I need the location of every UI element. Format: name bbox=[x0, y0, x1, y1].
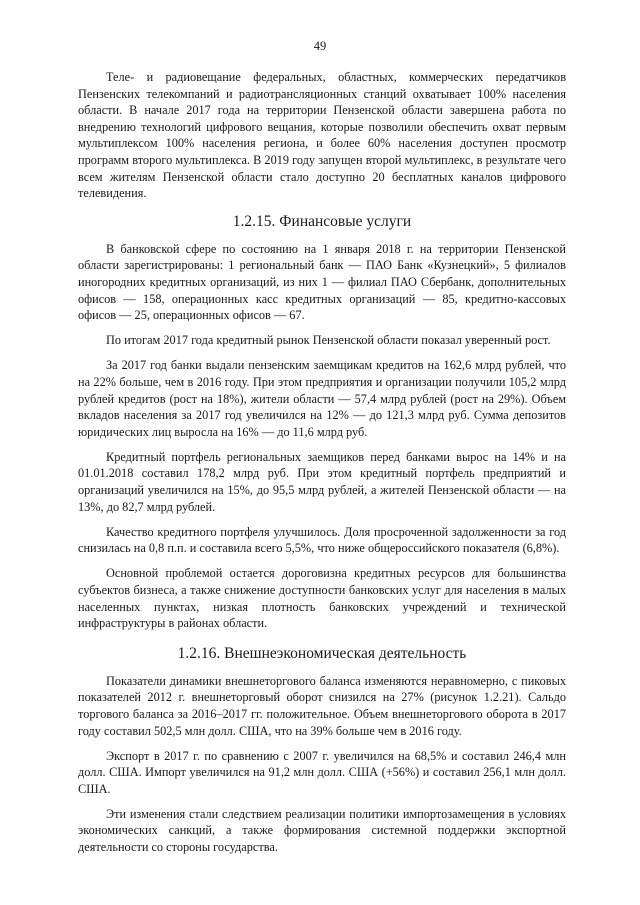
page-content bbox=[78, 69, 566, 864]
paragraph-credit-market-growth: По итогам 2017 года кредитный рынок Пензенской области показал уверенный рост. bbox=[106, 333, 551, 348]
paragraph-loans-issued: За 2017 год банки выдали пензенским заемщикам кредитов на 162,6 млрд рублей, что на 22% больше, чем в 2016 году. При этом предприятия и организации получили 105,2 млрд рублей кредитов (рост на 18%), жители области — 57,4 млрд рублей (рост на 29%). Объем вкладов населения за 2017 год увеличился на 12% — до 121,3 млрд руб. Сумма депозитов юридических лиц выросла на 16% — до 11,6 млрд руб. bbox=[78, 358, 566, 439]
paragraph-import-substitution: Эти изменения стали следствием реализации политики импортозамещения в условиях экономических санкций, а также формирования системной поддержки экспортной деятельности со стороны государства. bbox=[78, 806, 566, 855]
paragraph-banking-sector: В банковской сфере по состоянию на 1 января 2018 г. на территории Пензенской области зарегистрированы: 1 региональный банк — ПАО Банк «Кузнецкий», 5 филиалов иногородних кредитных организаций, из них 1 — филиал ПАО Сбербанк, дополнительных офисов — 158, операционных касс кредитных организаций — 85, кредитно-кассовых офисов — 25, операционных офисов — 67. bbox=[78, 241, 566, 323]
paragraph-trade-balance: Показатели динамики внешнеторгового баланса изменяются неравномерно, с пиковых показателей 2012 г. внешнеторговый оборот снизился на 27% (рисунок 1.2.21). Сальдо торгового баланса за 2016–2017 гг. положительное. Объем внешнеторгового оборота в 2017 году составил 502,5 млн долл. США, что на 39% больше чем в 2016 году. bbox=[78, 673, 566, 738]
paragraph-export-import: Экспорт в 2017 г. по сравнению с 2007 г. увеличился на 68,5% и составил 246,4 млн долл. США. Импорт увеличился на 91,2 млн долл. США (+56%) и составил 256,1 млн долл. США. bbox=[78, 748, 566, 796]
paragraph-main-problem: Основной проблемой остается дороговизна кредитных ресурсов для большинства субъектов бизнеса, а также снижение доступности банковских услуг для населения в малых населенных пунктах, низкая плотность банковских учреждений и технической инфраструктуры в районах области. bbox=[78, 566, 566, 631]
page-number: 49 bbox=[313, 39, 327, 53]
section-heading-foreign-economic-activity: 1.2.16. Внешнеэкономическая деятельность bbox=[177, 644, 467, 662]
paragraph-portfolio-quality: Качество кредитного портфеля улучшилось. Доля просроченной задолженности за год снизилась на 0,8 п.п. и составила всего 5,5%, что ниже общероссийского показателя (6,8%). bbox=[78, 524, 566, 556]
section-heading-financial-services: 1.2.15. Финансовые услуги bbox=[232, 212, 412, 230]
paragraph-broadcasting: Теле- и радиовещание федеральных, областных, коммерческих передатчиков Пензенских телекомпаний и радиотрансляционных станций охватывает 100% населения области. В начале 2017 года на территории Пензенской области завершена работа по внедрению технологий цифрового вещания, которые позволили обеспечить охват первым мультиплексом 100% населения региона, и более 60% населения доступен просмотр программ второго мультиплекса. В 2019 году запущен второй мультиплекс, в результате чего всем жителям Пензенской области стало доступно 20 бесплатных каналов цифрового телевидения. bbox=[78, 70, 566, 201]
paragraph-credit-portfolio: Кредитный портфель региональных заемщиков перед банками вырос на 14% и на 01.01.2018 составил 178,2 млрд руб. При этом кредитный портфель предприятий и организаций увеличился на 15%, до 95,5 млрд рублей, а жителей Пензенской области — на 13%, до 82,7 млрд рублей. bbox=[78, 449, 566, 514]
